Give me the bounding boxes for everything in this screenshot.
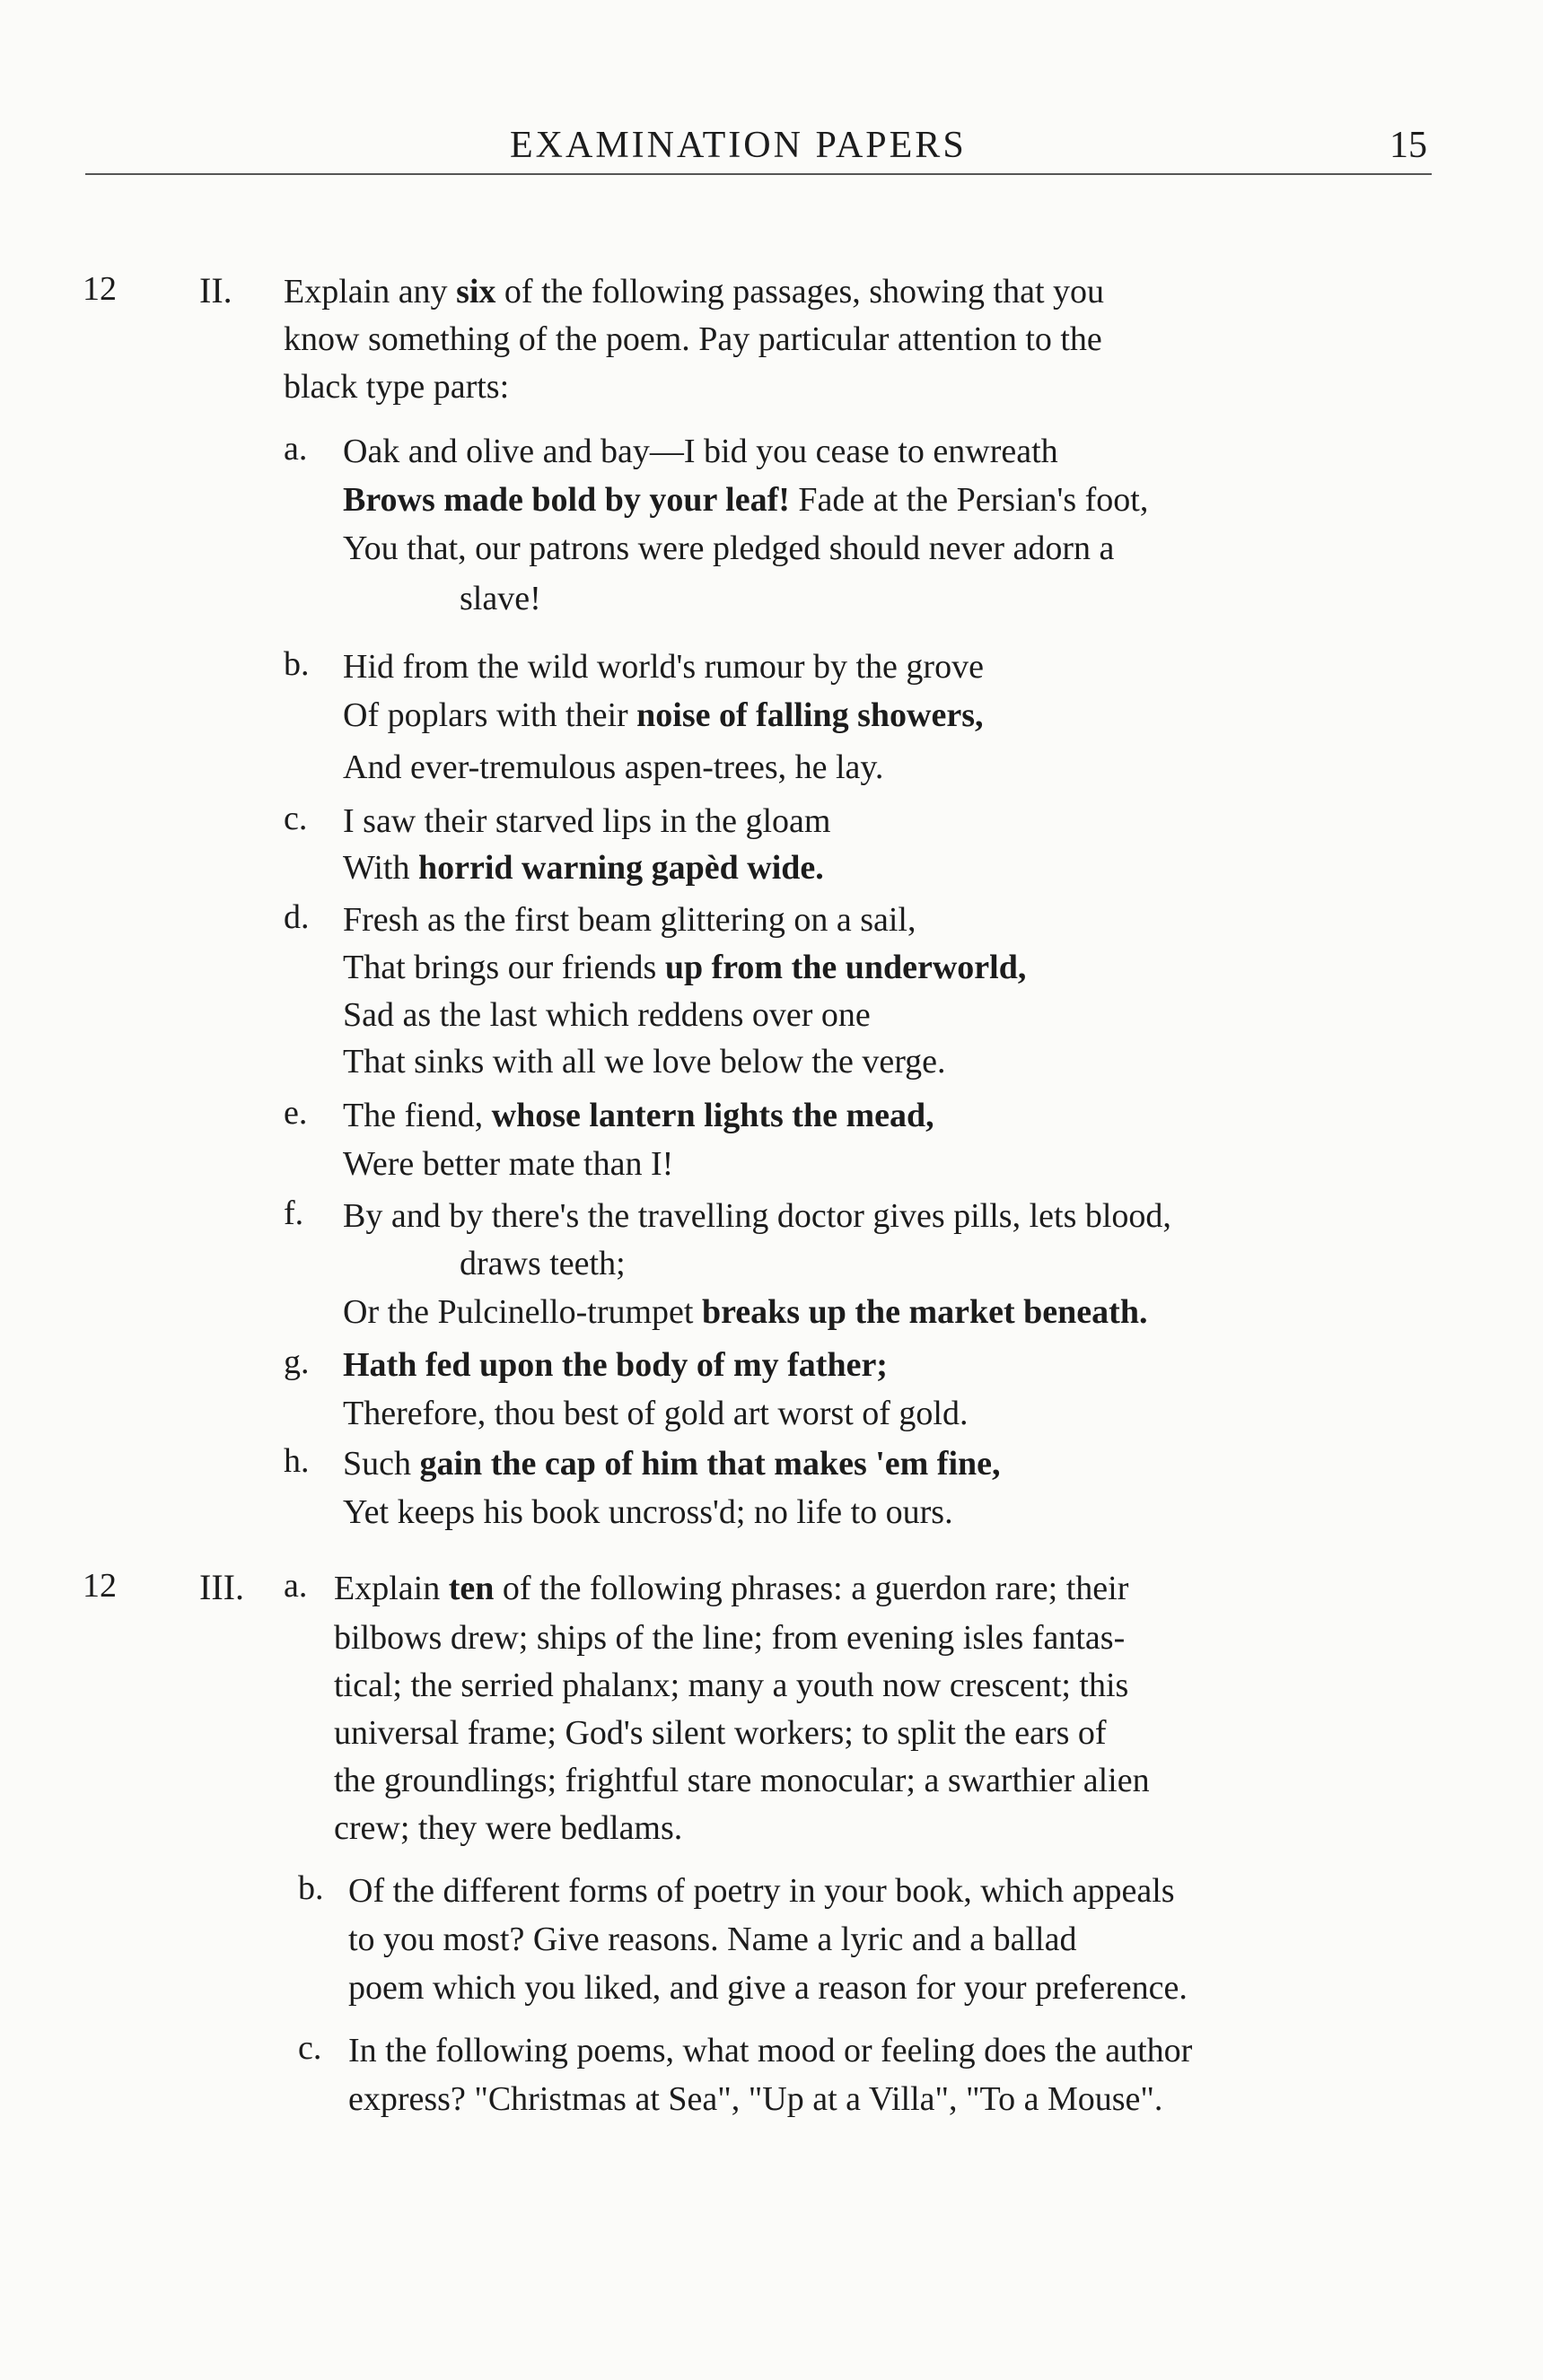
bold-passage: ten: [448, 1570, 495, 1607]
q3-item-a-line: [334, 1663, 1128, 1708]
q2-item-g-line: [343, 1391, 969, 1436]
q3-item-a-line: [334, 1615, 1125, 1660]
q2-item-g-line: [343, 1343, 888, 1387]
text-run: That sinks with all we love below the verge.: [343, 1043, 946, 1081]
text-run: In the following poems, what mood or feeling does the author: [348, 2032, 1193, 2069]
q3-item-a-line: [334, 1566, 1128, 1611]
text-run: That brings our friends: [343, 949, 665, 986]
bold-passage: horrid warning gapèd wide.: [417, 849, 824, 887]
text-run: By and by there's the travelling doctor gives pills, lets blood,: [343, 1197, 1171, 1235]
text-run: Of the different forms of poetry in your book, which appeals: [348, 1872, 1175, 1910]
q2-intro-line: [284, 269, 1104, 314]
q3-item-letter: a.: [284, 1567, 308, 1605]
text-run: Hid from the wild world's rumour by the grove: [343, 648, 984, 686]
q2-marks: 12: [83, 270, 117, 308]
q2-item-letter: e.: [284, 1094, 308, 1132]
text-run: Yet keeps his book uncross'd; no life to ours.: [343, 1493, 953, 1531]
text-run: to you most? Give reasons. Name a lyric and a ballad: [348, 1921, 1077, 1958]
q3-item-a-line: [334, 1806, 682, 1851]
text-run: universal frame; God's silent workers; to split the ears of: [334, 1714, 1107, 1752]
text-run: Such: [343, 1445, 420, 1483]
text-run: of the following phrases: a guerdon rare; their: [494, 1570, 1129, 1607]
q2-item-c-line: [343, 799, 831, 844]
q3-item-b-line: [348, 1868, 1175, 1913]
text-run: black type parts:: [284, 368, 510, 406]
q3-marks: 12: [83, 1567, 117, 1605]
header-rule: [85, 173, 1432, 175]
text-run: And ever-tremulous aspen-trees, he lay.: [343, 748, 884, 786]
q3-item-a-line: [334, 1711, 1107, 1755]
q3-number: III.: [199, 1567, 244, 1607]
q2-intro-line: [284, 364, 509, 409]
q2-item-d-line: [343, 945, 1026, 990]
q2-item-a-line: [343, 429, 1058, 474]
q2-item-d-line: [343, 1039, 946, 1084]
text-run: crew; they were bedlams.: [334, 1809, 683, 1847]
q2-item-h-line: [343, 1490, 953, 1535]
q2-item-e-line: [343, 1093, 934, 1138]
bold-passage: noise of falling showers,: [636, 696, 984, 734]
bold-passage: Brows made bold by your leaf!: [343, 481, 790, 519]
q3-item-b-line: [348, 1965, 1188, 2010]
running-header-title: EXAMINATION PAPERS: [510, 125, 967, 166]
text-run: With: [343, 849, 418, 887]
text-run: express? "Christmas at Sea", "Up at a Villa", "To a Mouse".: [348, 2080, 1163, 2118]
q3-item-letter: b.: [298, 1869, 324, 1907]
text-run: You that, our patrons were pledged should never adorn a: [343, 529, 1115, 567]
text-run: bilbows drew; ships of the line; from evening isles fantas-: [334, 1619, 1126, 1657]
q2-number: II.: [199, 270, 232, 311]
text-run: The fiend,: [343, 1097, 492, 1134]
bold-passage: breaks up the market beneath.: [701, 1293, 1148, 1331]
q2-item-letter: f.: [284, 1194, 304, 1232]
q2-item-d-line: [343, 993, 871, 1037]
q2-item-a-line: [343, 477, 1148, 522]
q3-item-letter: c.: [298, 2029, 322, 2067]
q2-item-f-line: [343, 1194, 1171, 1238]
text-run: Therefore, thou best of gold art worst of gold.: [343, 1395, 969, 1432]
bold-passage: whose lantern lights the mead,: [491, 1097, 934, 1134]
text-run: Or the Pulcinello-trumpet: [343, 1293, 702, 1331]
q2-item-f-line: [460, 1241, 626, 1286]
q2-item-letter: g.: [284, 1343, 310, 1381]
text-run: draws teeth;: [460, 1245, 626, 1282]
text-run: Fade at the Persian's foot,: [789, 481, 1149, 519]
text-run: Of poplars with their: [343, 696, 637, 734]
bold-passage: six: [456, 273, 496, 311]
text-run: Were better mate than I!: [343, 1145, 674, 1183]
q2-item-letter: d.: [284, 898, 310, 936]
bold-passage: up from the underworld,: [664, 949, 1027, 986]
page-number: 15: [1390, 125, 1427, 166]
q2-item-h-line: [343, 1441, 1001, 1486]
text-run: I saw their starved lips in the gloam: [343, 802, 831, 840]
q3-item-a-line: [334, 1758, 1150, 1803]
text-run: of the following passages, showing that you: [495, 273, 1105, 311]
q2-item-c-line: [343, 845, 824, 890]
q2-item-letter: a.: [284, 430, 308, 468]
text-run: Explain: [334, 1570, 449, 1607]
q2-item-a-line: [343, 526, 1114, 571]
text-run: Sad as the last which reddens over one: [343, 996, 871, 1034]
q2-item-letter: h.: [284, 1442, 310, 1480]
text-run: Oak and olive and bay—I bid you cease to enwreath: [343, 433, 1058, 470]
text-run: slave!: [460, 580, 541, 617]
q2-item-e-line: [343, 1142, 673, 1186]
text-run: know something of the poem. Pay particular attention to the: [284, 320, 1102, 358]
q2-item-b-line: [343, 745, 883, 790]
bold-passage: gain the cap of him that makes 'em fine,: [419, 1445, 1001, 1483]
text-run: Explain any: [284, 273, 457, 311]
bold-passage: Hath fed upon the body of my father;: [343, 1346, 888, 1384]
q3-item-b-line: [348, 1917, 1076, 1962]
q2-item-b-line: [343, 693, 984, 738]
text-run: tical; the serried phalanx; many a youth now crescent; this: [334, 1667, 1129, 1704]
q2-item-b-line: [343, 644, 984, 689]
q2-item-a-line: [460, 576, 541, 621]
q3-item-c-line: [348, 2077, 1162, 2122]
text-run: poem which you liked, and give a reason for your preference.: [348, 1969, 1188, 2007]
q2-item-letter: b.: [284, 645, 310, 683]
q3-item-c-line: [348, 2028, 1192, 2073]
text-run: Fresh as the first beam glittering on a sail,: [343, 901, 916, 939]
q2-intro-line: [284, 317, 1102, 362]
q2-item-letter: c.: [284, 800, 308, 837]
q2-item-d-line: [343, 897, 916, 942]
text-run: the groundlings; frightful stare monocular; a swarthier alien: [334, 1762, 1150, 1799]
q2-item-f-line: [343, 1290, 1147, 1334]
